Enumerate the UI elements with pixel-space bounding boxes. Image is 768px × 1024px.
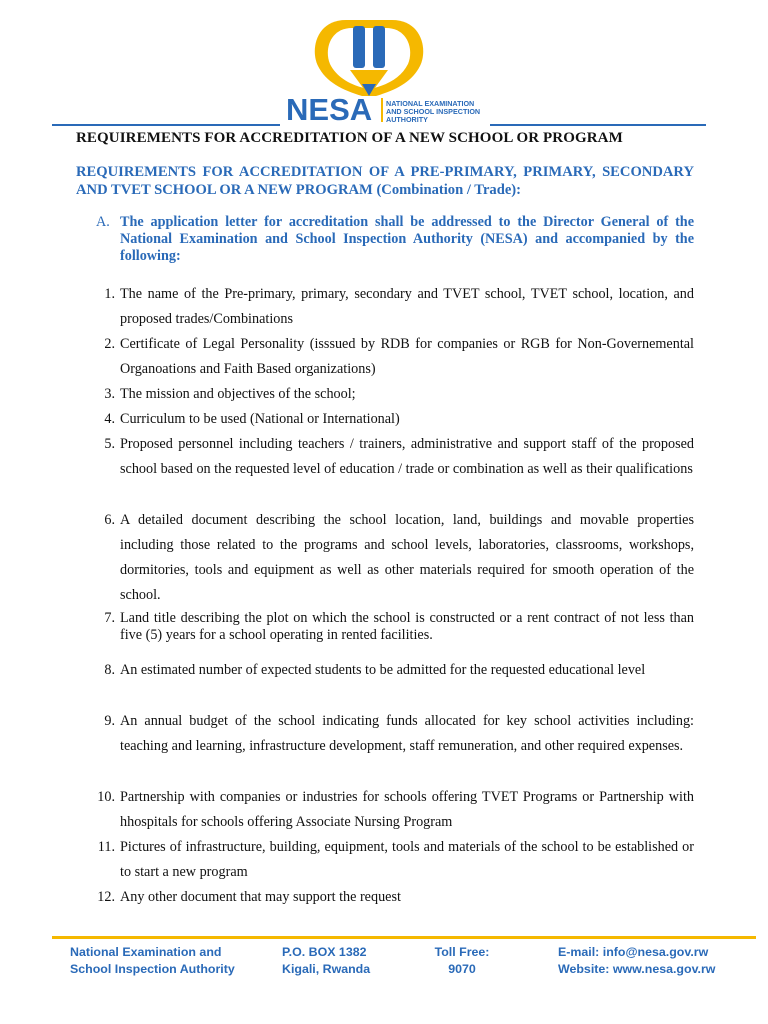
header-rule-left [52,124,280,126]
logo-tagline-2: AND SCHOOL INSPECTION [386,107,481,116]
footer-toll-free [430,944,494,978]
footer-toll-label: Toll Free: [434,945,490,959]
list-item-number: 8. [104,662,115,678]
list-item [96,382,694,407]
list-item-text: A detailed document describing the school location, land, buildings and movable properties including those related to the programs and school levels, laboratories, classrooms, workshops, dormitories, tools and equipment as well as other materials required for smooth operation of the school. [120,512,694,603]
list-item-text: Proposed personnel including teachers / trainers, administrative and support staff of the proposed school based on the requested level of education / trade or combination as well as their qualifications [120,436,694,477]
header-rule-right [490,124,706,126]
list-item-text: Curriculum to be used (National or International) [120,411,400,427]
footer-rule [52,936,756,939]
list-item-text: Certificate of Legal Personality (isssued by RDB for companies or RGB for Non-Governemental Organoations and Faith Based organizations) [120,336,694,377]
section-a [96,214,694,265]
list-item-text: The name of the Pre-primary, primary, secondary and TVET school, TVET school, location, and proposed trades/Combinations [120,286,694,327]
list-item-number: 10. [97,789,115,805]
logo-tagline-1: NATIONAL EXAMINATION [386,99,475,108]
footer-po-line-2: Kigali, Rwanda [282,962,371,976]
list-item [96,785,694,835]
list-item [96,432,694,482]
list-item-number: 5. [104,436,115,452]
list-item-number: 1. [104,286,115,302]
list-item [96,332,694,382]
list-item [96,508,694,608]
list-item-text: An annual budget of the school indicating funds allocated for key school activities including: teaching and learning, infrastructure development, staff remuneration, and other required expenses. [120,713,694,754]
page-title: REQUIREMENTS FOR ACCREDITATION OF A NEW SCHOOL OR PROGRAM [76,130,623,146]
list-item-number: 12. [97,889,115,905]
list-item [96,282,694,332]
footer-email-link[interactable]: E-mail: info@nesa.gov.rw [558,945,709,959]
list-item-text: Land title describing the plot on which the school is constructed or a rent contract of not less than five (5) years for a school operating in rented facilities. [120,610,694,643]
section-a-letter: A. [96,214,110,230]
list-item-text: Pictures of infrastructure, building, equipment, tools and materials of the school to be established or to start a new program [120,839,694,880]
nesa-logo [286,14,496,124]
section-subtitle: REQUIREMENTS FOR ACCREDITATION OF A PRE-PRIMARY, PRIMARY, SECONDARY AND TVET SCHOOL OR A NEW PROGRAM (Combination / Trade): [76,164,694,198]
list-item [96,709,694,759]
pencil-emblem-icon [315,20,423,96]
list-item-text: The mission and objectives of the school; [120,386,356,402]
footer-toll-number: 9070 [448,962,476,976]
list-item-number: 3. [104,386,115,402]
list-item-text: Any other document that may support the request [120,889,401,905]
letterhead [0,0,768,130]
list-item-text: Partnership with companies or industries for schools offering TVET Programs or Partnership with hhospitals for schools offering Associate Nursing Program [120,789,694,830]
footer-po-box [282,944,370,978]
list-item [96,407,694,432]
footer-organization [70,944,235,978]
list-item-number: 9. [104,713,115,729]
list-item [96,610,694,644]
footer-po-line-1: P.O. BOX 1382 [282,945,367,959]
logo-tagline-3: AUTHORITY [386,115,428,124]
logo-wordmark: NESA [286,92,373,124]
list-item-number: 4. [104,411,115,427]
list-item [96,658,694,683]
list-item-number: 11. [97,839,115,855]
footer-org-line-1: National Examination and [70,945,222,959]
list-item-text: An estimated number of expected students to be admitted for the requested educational level [120,662,646,678]
list-item [96,885,694,910]
list-item [96,835,694,885]
list-item-number: 7. [104,610,115,626]
footer-website-link[interactable]: Website: www.nesa.gov.rw [558,962,716,976]
section-a-text: The application letter for accreditation shall be addressed to the Director General of the National Examination and School Inspection Authority (NESA) and accompanied by the following: [120,214,694,264]
list-item-number: 6. [104,512,115,528]
footer-contact [558,944,715,978]
footer-org-line-2: School Inspection Authority [70,962,235,976]
list-item-number: 2. [104,336,115,352]
